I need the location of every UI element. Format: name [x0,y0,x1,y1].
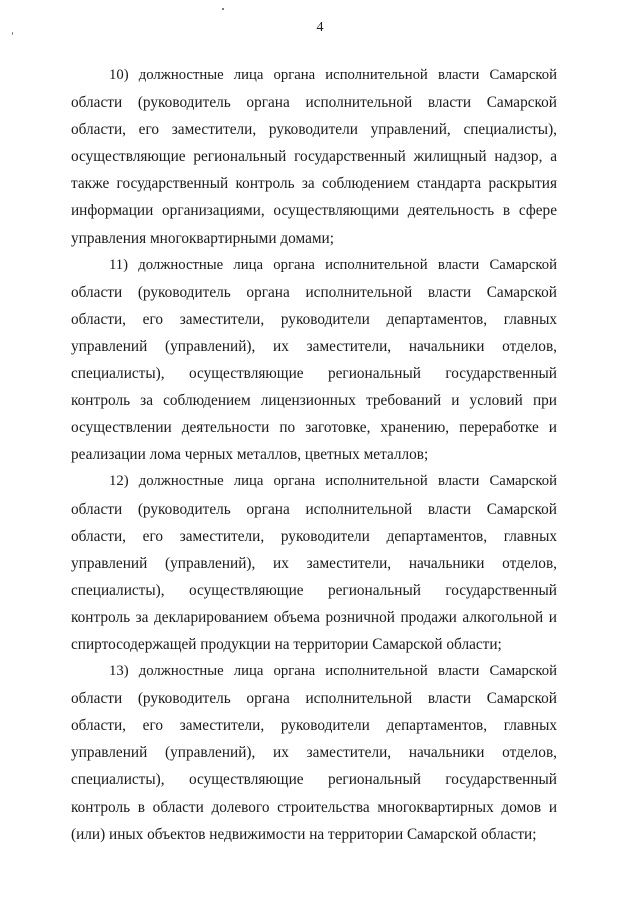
list-item-11 [71,252,557,469]
text-line: 10) должностные лица органа исполнительной власти Самарской [109,67,557,83]
text-line: управлений (управлений), их заместители, начальники отделов, [71,554,557,572]
text-line: спиртосодержащей продукции на территории Самарской области; [71,635,502,653]
text-line: реализации лома черных металлов, цветных металлов; [71,446,429,464]
text-line: области, его заместители, руководители департаментов, главных [71,527,557,545]
text-line: контроль в области долевого строительства многоквартирных домов и [71,798,557,816]
text-line: области, его заместители, руководители департаментов, главных [71,310,557,328]
text-line: области, его заместители, руководители управлений, специалисты), [71,121,557,139]
text-line: 11) должностные лица органа исполнительной власти Самарской [109,256,557,273]
page-number: 4 [316,20,324,35]
list-item-10 [71,62,557,252]
text-line: специалисты), осуществляющие региональный государственный [71,365,557,383]
text-line: области (руководитель органа исполнительной власти Самарской [71,690,557,708]
text-line: контроль за декларированием объема розничной продажи алкогольной и [71,608,557,626]
text-line: (или) иных объектов недвижимости на территории Самарской области; [71,825,537,843]
text-line: управления многоквартирными домами; [71,229,334,247]
text-line: осуществлении деятельности по заготовке, хранению, переработке и [71,419,557,437]
text-line: специалисты), осуществляющие региональный государственный [71,771,557,789]
text-line: осуществляющие региональный государственный жилищный надзор, а [71,148,557,166]
list-item-12 [71,468,557,658]
text-line: области, его заместители, руководители департаментов, главных [71,717,557,735]
text-line: контроль за соблюдением лицензионных требований и условий при [71,392,557,410]
document-body [71,62,557,848]
text-line: 13) должностные лица органа исполнительной власти Самарской [109,663,557,680]
text-line: области (руководитель органа исполнительной власти Самарской [71,500,557,518]
text-line: также государственный контроль за соблюдением стандарта раскрытия [71,175,557,193]
text-line: области (руководитель органа исполнительной власти Самарской [71,283,557,301]
text-line: специалисты), осуществляющие региональный государственный [71,581,557,599]
text-line: управлений (управлений), их заместители, начальники отделов, [71,744,557,762]
scan-speck [222,8,224,10]
text-line: области (руководитель органа исполнительной власти Самарской [71,94,557,112]
text-line: управлений (управлений), их заместители, начальники отделов, [71,337,557,355]
list-item-13 [71,658,557,848]
text-line: информации организациями, осуществляющими деятельность в сфере [71,202,557,220]
text-line: 12) должностные лица органа исполнительной власти Самарской [109,473,557,490]
